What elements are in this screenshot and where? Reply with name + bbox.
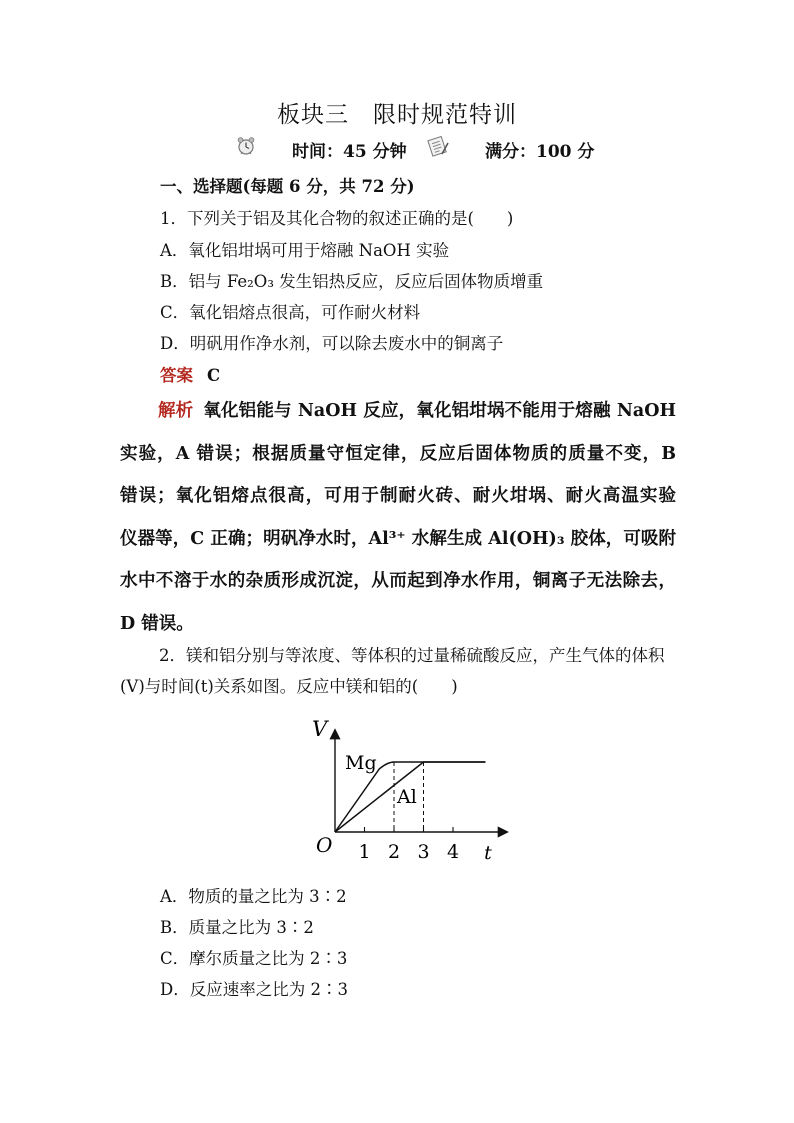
question-2-option-d: D．反应速率之比为 2∶3 <box>160 980 348 999</box>
analysis-label: 解析 <box>158 401 194 421</box>
question-1-analysis <box>120 390 676 645</box>
series-label-mg: Mg <box>345 752 377 774</box>
y-axis-label: V <box>312 717 328 741</box>
analysis-line: 解析 氧化铝能与 NaOH 反应，氧化铝坩埚不能用于熔融 NaOH <box>158 401 676 421</box>
answer-label: 答案 <box>160 366 193 385</box>
question-2-option-b: B．质量之比为 3∶2 <box>160 918 314 937</box>
section-heading: 一、选择题(每题 6 分，共 72 分) <box>160 177 415 196</box>
analysis-line: 实验，A 错误；根据质量守恒定律，反应后固体物质的质量不变，B <box>120 443 676 464</box>
question-1-stem: 1．下列关于铝及其化合物的叙述正确的是( ) <box>160 209 514 228</box>
origin-label: O <box>316 833 333 857</box>
full-score: 满分：100 分 <box>485 142 595 162</box>
question-1-option-a: A．氧化铝坩埚可用于熔融 NaOH 实验 <box>160 241 450 260</box>
time-limit: 时间：45 分钟 <box>292 142 407 162</box>
question-2-option-a: A．物质的量之比为 3∶2 <box>160 887 347 906</box>
x-axis-label: t <box>484 842 492 864</box>
analysis-line: D 错误。 <box>120 613 194 634</box>
x-tick-label: 1 <box>358 841 371 863</box>
question-2-stem: 2．镁和铝分别与等浓度、等体积的过量稀硫酸反应，产生气体的体积(V)与时间(t)关系如图。反应中镁和铝的( ) <box>120 646 665 696</box>
page-title: 板块三 限时规范特训 <box>277 102 517 128</box>
alarm-clock-icon <box>236 136 256 156</box>
question-2-option-c: C．摩尔质量之比为 2∶3 <box>160 949 348 968</box>
analysis-line: 水中不溶于水的杂质形成沉淀，从而起到净水作用，铜离子无法除去， <box>120 571 676 591</box>
x-tick-label: 4 <box>446 841 460 863</box>
question-1-option-b: B．铝与 Fe₂O₃ 发生铝热反应，反应后固体物质增重 <box>160 272 544 291</box>
analysis-line: 错误；氧化铝熔点很高，可用于制耐火砖、耐火坩埚、耐火高温实验 <box>120 486 676 506</box>
volume-time-chart <box>298 700 530 870</box>
question-1-option-c: C．氧化铝熔点很高，可作耐火材料 <box>160 303 421 322</box>
x-tick-label: 3 <box>417 841 430 863</box>
question-1-answer <box>160 362 220 386</box>
x-tick-label: 2 <box>387 841 401 863</box>
question-1-option-d: D．明矾用作净水剂，可以除去废水中的铜离子 <box>160 334 504 353</box>
exam-paper-icon <box>426 135 450 157</box>
analysis-line: 仪器等，C 正确；明矾净水时，Al³⁺ 水解生成 Al(OH)₃ 胶体，可吸附 <box>120 528 676 549</box>
series-label-al: Al <box>397 786 417 808</box>
answer-value: C <box>207 366 221 385</box>
